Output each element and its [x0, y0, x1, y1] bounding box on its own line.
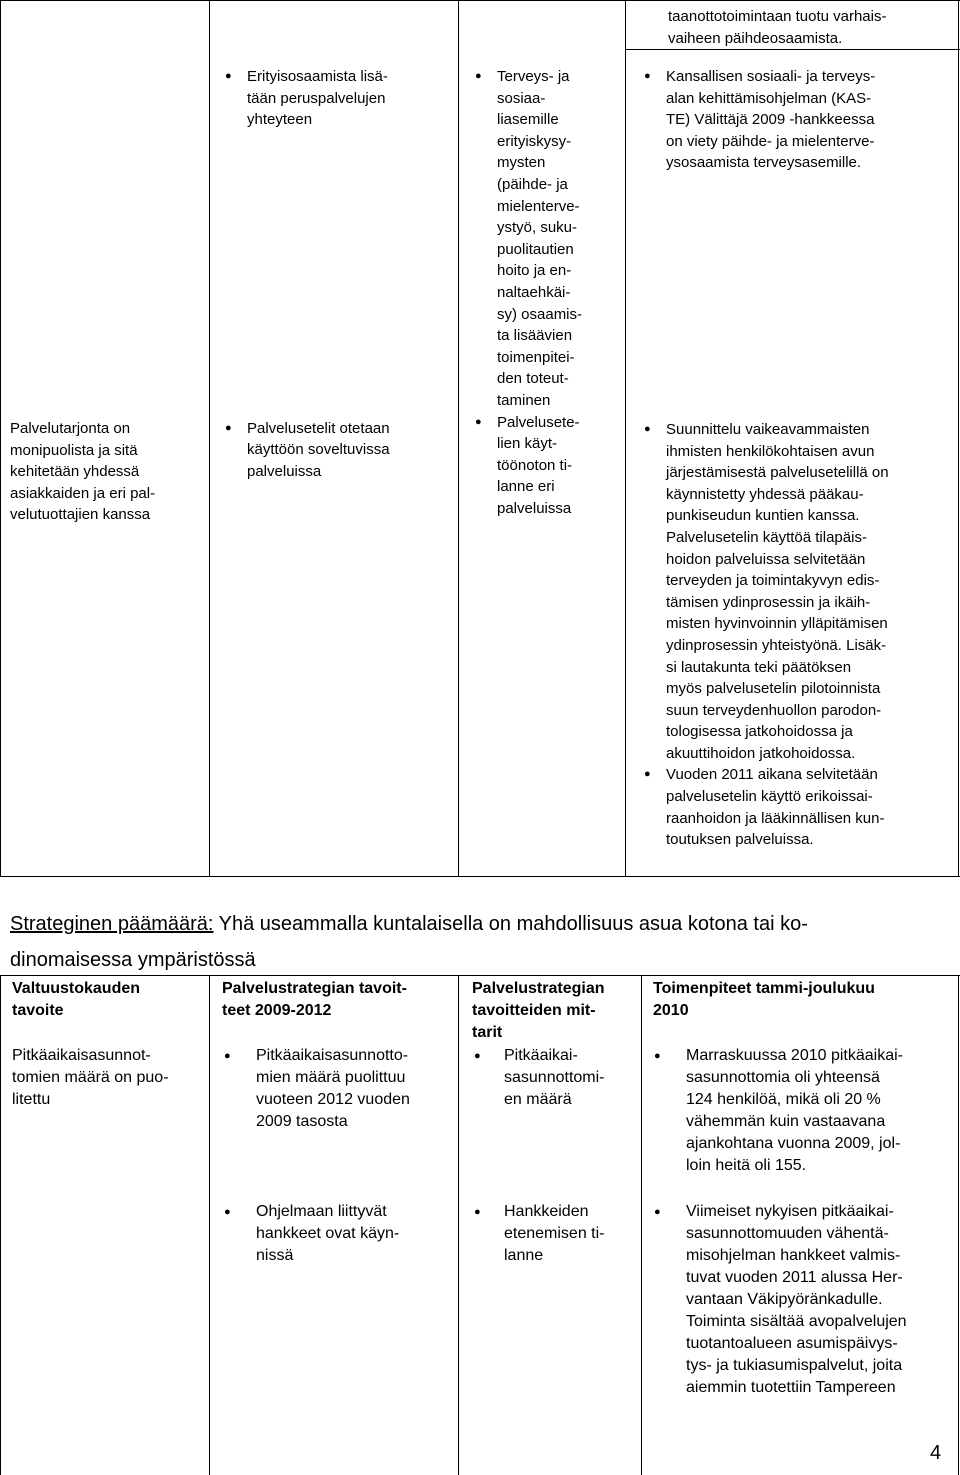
strategic-goal-text-1: Yhä useammalla kuntalaisella on mahdollisuus asua kotona tai ko- — [213, 913, 808, 935]
list-item-text: Palvelusete- lien käyt- töönoton ti- lanne eri palveluissa — [497, 413, 580, 517]
list-item-text: Suunnittelu vaikeavammaisten ihmisten henkilökohtaisen avun järjestämisestä palvelusetelillä on käynnistetty yhdessä pääkau- punkiseudun kuntien kanssa. Palvelusetelin käyttöä tilapäis- hoidon palveluissa selvitetään terveyden ja toimintakyvyn edis- tämisen ydinprosessin ja ikäih- misten hyvinvoinnin ylläpitämisen ydinprosessin yhteistyönä. Lisäk- si lautakunta teki päätöksen myös palvelusetelin pilotoinnista suun terveydenhuollon parodon- tologisessa jatkohoidossa ja akuuttihoidon jatkohoidossa. — [666, 420, 889, 762]
table1-goal: Palvelutarjonta on monipuolista ja sitä kehitetään yhdessä asiakkaiden ja eri pal- velutuottajien kanssa — [10, 420, 156, 524]
table2-actions-list — [652, 1045, 956, 1399]
table1-left-border — [0, 0, 1, 877]
list-item-text: Terveys- ja sosiaa- liasemille erityiskysy- mysten (päihde- ja mielenterve- ystyö, suku- puolitautien hoito ja en- naltaehkäi- sy) osaamis- ta lisäävien toimenpitei- den toteut- taminen — [497, 68, 583, 409]
table2-metrics-list — [470, 1045, 638, 1267]
bullet-icon: ● — [644, 422, 651, 435]
table1-top-border — [0, 0, 960, 1]
list-item — [465, 412, 623, 520]
table-row — [222, 1201, 456, 1267]
bullet-icon: ● — [654, 1050, 661, 1062]
table2-header-metrics: Palvelustrategian tavoitteiden mit- tarit — [472, 980, 605, 1041]
list-item-text: Palvelusetelit otetaan käyttöön soveltuvissa palveluissa — [247, 419, 390, 480]
cell-text: Ohjelmaan liittyvät hankkeet ovat käyn- nissä — [256, 1203, 400, 1264]
cell-text: Viimeiset nykyisen pitkäaikai- sasunnottomuuden vähentä- misohjelman hankkeet valmis- tuvat vuoden 2011 alussa Her- vantaan Väkipyöränkadulle. Toiminta sisältää avopalvelujen tuotantoalueen asumispäivys- tys- ja tukiasumispalvelut, joita aiemmin tuotettiin Tampereen — [686, 1203, 907, 1396]
bullet-icon: ● — [475, 415, 482, 428]
table1-continued-text: taanottotoimintaan tuotu varhais- vaiheen päihdeosaamista. — [668, 8, 887, 47]
table2-goal: Pitkäaikaisasunnot- tomien määrä on puo- litettu — [12, 1047, 169, 1108]
table2-top-border — [0, 975, 960, 976]
table1-objectives-list — [215, 66, 455, 483]
strategic-goal-text-2: dinomaisessa ympäristössä — [10, 949, 256, 971]
table-row — [652, 1045, 956, 1177]
strategic-goal-label: Strateginen päämäärä: — [10, 913, 214, 935]
bullet-icon: ● — [224, 1050, 231, 1062]
bullet-icon: ● — [644, 768, 651, 781]
table2-left-border — [0, 975, 1, 1475]
bullet-icon: ● — [225, 421, 232, 434]
bullet-icon: ● — [224, 1206, 231, 1218]
cell-text: Pitkäaikaisasunnotto- mien määrä puolittuu vuoteen 2012 vuoden 2009 tasosta — [256, 1047, 410, 1130]
table1-col-divider-1 — [209, 0, 210, 877]
bullet-icon: ● — [654, 1206, 661, 1218]
list-item-text: Kansallisen sosiaali- ja terveys- alan kehittämisohjelman (KAS- TE) Välittäjä 2009 -hankkeessa on viety päihde- ja mielenterve- ysosaamista terveysasemille. — [666, 68, 876, 172]
bullet-icon: ● — [225, 70, 232, 82]
page-number: 4 — [930, 1442, 942, 1464]
table-row — [652, 1201, 956, 1399]
table-row — [222, 1045, 456, 1133]
cell-text: Marraskuussa 2010 pitkäaikai- sasunnottomia oli yhteensä 124 henkilöä, mikä oli 20 % vähemmän kuin vastaavana ajankohtana vuonna 2009, jol- loin heitä oli 155. — [686, 1047, 903, 1174]
table2-right-border — [958, 975, 959, 1475]
list-item — [215, 66, 455, 131]
table2-header-goal: Valtuustokauden tavoite — [12, 980, 141, 1019]
strategic-goal-heading — [10, 906, 955, 978]
list-item-text: Vuoden 2011 aikana selvitetään palvelusetelin käyttö erikoissai- raanhoidon ja lääkinnällisen kun- toutuksen palveluissa. — [666, 766, 885, 849]
list-item — [634, 66, 956, 174]
table1-col-divider-3 — [625, 0, 626, 877]
table1-bottom-border — [0, 876, 960, 877]
table-row — [470, 1045, 638, 1111]
table2-header-objectives: Palvelustrategian tavoit- teet 2009-2012 — [222, 980, 407, 1019]
table2-objectives-list — [222, 1045, 456, 1267]
bullet-icon: ● — [475, 70, 482, 82]
table-row — [470, 1201, 638, 1267]
table2-header-actions: Toimenpiteet tammi-joulukuu 2010 — [653, 980, 875, 1019]
table2-col-divider-3 — [641, 975, 642, 1475]
table1-col-divider-2 — [458, 0, 459, 877]
table1-metrics-list — [465, 66, 623, 519]
table2-col-divider-1 — [209, 975, 210, 1475]
table1-actions-list — [634, 66, 956, 851]
list-item-text: Erityisosaamista lisä- tään peruspalvelujen yhteyteen — [247, 68, 388, 129]
list-item — [634, 764, 956, 850]
bullet-icon: ● — [474, 1206, 481, 1218]
bullet-icon: ● — [644, 70, 651, 82]
list-item — [215, 418, 455, 483]
cell-text: Pitkäaikai- sasunnottomi- en määrä — [504, 1047, 605, 1108]
table2-col-divider-2 — [458, 975, 459, 1475]
bullet-icon: ● — [474, 1050, 481, 1062]
cell-text: Hankkeiden etenemisen ti- lanne — [504, 1203, 605, 1264]
table1-right-border — [958, 0, 959, 877]
list-item — [465, 66, 623, 412]
list-item — [634, 419, 956, 765]
